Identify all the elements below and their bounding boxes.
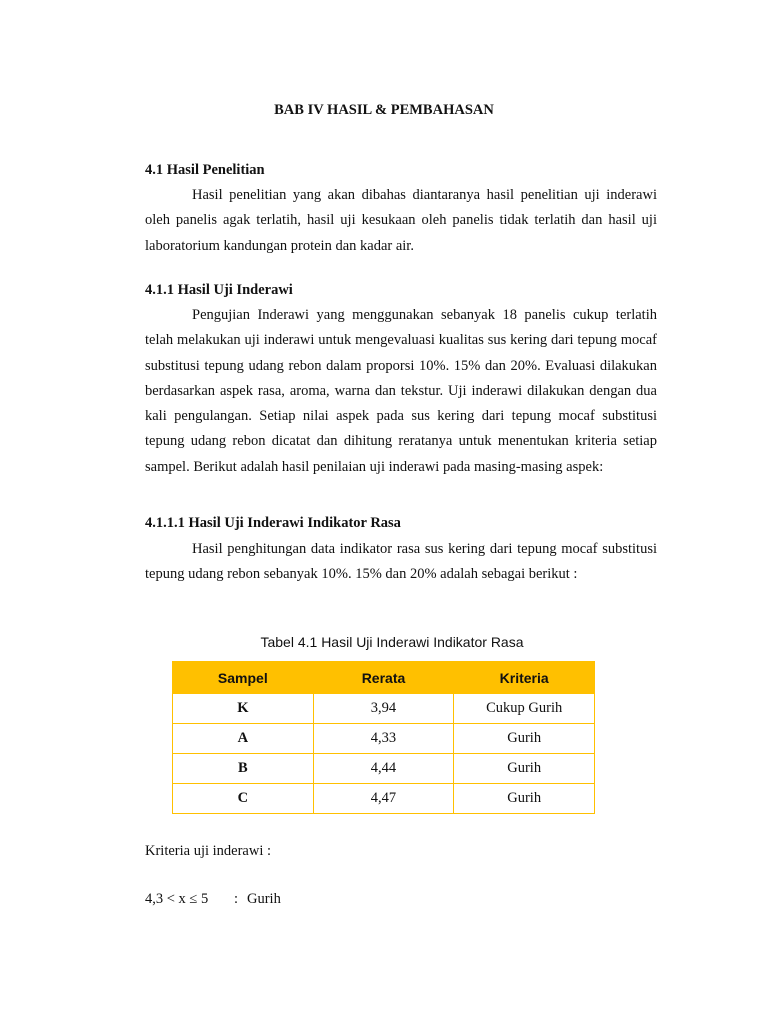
table-row — [173, 754, 595, 784]
section-heading-4-1: 4.1 Hasil Penelitian — [145, 162, 265, 178]
column-header-kriteria: Kriteria — [454, 662, 595, 694]
cell-rerata: 4,44 — [313, 754, 454, 784]
criteria-separator: : — [234, 891, 239, 907]
column-header-rerata: Rerata — [313, 662, 454, 694]
cell-rerata: 4,47 — [313, 784, 454, 814]
section-paragraph-4-1-1-1: Hasil penghitungan data indikator rasa sus kering dari tepung mocaf substitusi tepung udang rebon sebanyak 10%. 15% dan 20% adalah sebagai berikut : — [145, 541, 657, 583]
criteria-label: Kriteria uji inderawi : — [145, 843, 272, 859]
column-header-sampel: Sampel — [173, 662, 314, 694]
criteria-value: Gurih — [247, 891, 281, 907]
cell-sampel: A — [173, 724, 314, 754]
table-row — [173, 784, 595, 814]
table-row — [173, 724, 595, 754]
cell-rerata: 4,33 — [313, 724, 454, 754]
cell-kriteria: Cukup Gurih — [454, 694, 595, 724]
cell-kriteria: Gurih — [454, 784, 595, 814]
section-paragraph-4-1-1: Pengujian Inderawi yang menggunakan sebanyak 18 panelis cukup terlatih telah melakukan uji inderawi untuk mengevaluasi kualitas sus kering dari tepung mocaf substitusi tepung udang rebon dalam proporsi 10%. 15% dan 20%. Evaluasi dilakukan berdasarkan aspek rasa, aroma, warna dan tekstur. Uji inderawi dilakukan dengan dua kali pengulangan. Setiap nilai aspek pada sus kering dari tepung mocaf substitusi tepung udang rebon dicatat dan dihitung reratanya untuk menentukan kriteria setiap sampel. Berikut adalah hasil penilaian uji inderawi pada masing-masing aspek: — [145, 307, 657, 475]
results-table — [172, 661, 595, 814]
cell-sampel: B — [173, 754, 314, 784]
table-caption: Tabel 4.1 Hasil Uji Inderawi Indikator Rasa — [260, 634, 524, 650]
section-heading-4-1-1-1: 4.1.1.1 Hasil Uji Inderawi Indikator Rasa — [145, 515, 401, 531]
cell-sampel: C — [173, 784, 314, 814]
chapter-title: BAB IV HASIL & PEMBAHASAN — [274, 102, 494, 118]
cell-sampel: K — [173, 694, 314, 724]
section-heading-4-1-1: 4.1.1 Hasil Uji Inderawi — [145, 282, 293, 298]
criteria-range: 4,3 < x ≤ 5 — [145, 891, 209, 907]
cell-kriteria: Gurih — [454, 724, 595, 754]
section-paragraph-4-1: Hasil penelitian yang akan dibahas diantaranya hasil penelitian uji inderawi oleh panelis agak terlatih, hasil uji kesukaan oleh panelis tidak terlatih dan hasil uji laboratorium kandungan protein dan kadar air. — [145, 187, 657, 254]
table-header-row — [173, 662, 595, 694]
table-row — [173, 694, 595, 724]
cell-kriteria: Gurih — [454, 754, 595, 784]
cell-rerata: 3,94 — [313, 694, 454, 724]
